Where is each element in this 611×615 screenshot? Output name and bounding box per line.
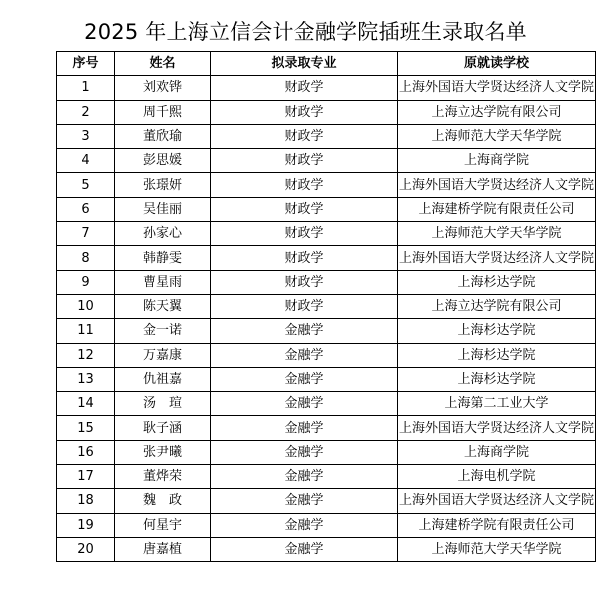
cell-serial-number: 1	[57, 76, 115, 100]
table-row	[57, 489, 596, 513]
cell-original-school: 上海商学院	[398, 149, 596, 173]
table-row	[57, 537, 596, 561]
cell-serial-number: 6	[57, 197, 115, 221]
cell-serial-number: 10	[57, 294, 115, 318]
cell-name: 吴佳丽	[115, 197, 211, 221]
cell-name: 周千熙	[115, 100, 211, 124]
table-row	[57, 76, 596, 100]
cell-admitted-major: 财政学	[211, 149, 398, 173]
cell-name: 汤 瑄	[115, 392, 211, 416]
cell-admitted-major: 金融学	[211, 465, 398, 489]
cell-original-school: 上海第二工业大学	[398, 392, 596, 416]
cell-serial-number: 3	[57, 124, 115, 148]
table-row	[57, 294, 596, 318]
cell-original-school: 上海立达学院有限公司	[398, 100, 596, 124]
cell-admitted-major: 财政学	[211, 294, 398, 318]
cell-admitted-major: 金融学	[211, 440, 398, 464]
cell-original-school: 上海师范大学天华学院	[398, 537, 596, 561]
cell-original-school: 上海电机学院	[398, 465, 596, 489]
cell-name: 孙家心	[115, 222, 211, 246]
cell-name: 耿子涵	[115, 416, 211, 440]
cell-admitted-major: 金融学	[211, 319, 398, 343]
cell-original-school: 上海师范大学天华学院	[398, 124, 596, 148]
table-row	[57, 124, 596, 148]
cell-serial-number: 9	[57, 270, 115, 294]
table-row	[57, 440, 596, 464]
cell-original-school: 上海师范大学天华学院	[398, 222, 596, 246]
table-header-row	[57, 52, 596, 76]
cell-serial-number: 5	[57, 173, 115, 197]
cell-original-school: 上海建桥学院有限责任公司	[398, 197, 596, 221]
cell-serial-number: 18	[57, 489, 115, 513]
table-row	[57, 270, 596, 294]
cell-admitted-major: 财政学	[211, 124, 398, 148]
cell-serial-number: 20	[57, 537, 115, 561]
cell-admitted-major: 财政学	[211, 173, 398, 197]
table-row	[57, 222, 596, 246]
cell-serial-number: 17	[57, 465, 115, 489]
table-row	[57, 149, 596, 173]
cell-original-school: 上海外国语大学贤达经济人文学院	[398, 76, 596, 100]
cell-serial-number: 16	[57, 440, 115, 464]
cell-serial-number: 7	[57, 222, 115, 246]
cell-admitted-major: 财政学	[211, 100, 398, 124]
cell-original-school: 上海杉达学院	[398, 270, 596, 294]
cell-original-school: 上海立达学院有限公司	[398, 294, 596, 318]
cell-admitted-major: 金融学	[211, 367, 398, 391]
table-row	[57, 343, 596, 367]
table-row	[57, 246, 596, 270]
header-admitted-major: 拟录取专业	[211, 52, 398, 76]
cell-name: 彭思媛	[115, 149, 211, 173]
table-row	[57, 392, 596, 416]
cell-admitted-major: 金融学	[211, 392, 398, 416]
cell-admitted-major: 财政学	[211, 197, 398, 221]
table-row	[57, 513, 596, 537]
cell-admitted-major: 金融学	[211, 416, 398, 440]
header-serial-number: 序号	[57, 52, 115, 76]
cell-admitted-major: 金融学	[211, 489, 398, 513]
cell-admitted-major: 财政学	[211, 270, 398, 294]
cell-admitted-major: 金融学	[211, 537, 398, 561]
table-row	[57, 173, 596, 197]
cell-original-school: 上海外国语大学贤达经济人文学院	[398, 173, 596, 197]
document-title: 2025 年上海立信会计金融学院插班生录取名单	[84, 20, 527, 44]
cell-original-school: 上海外国语大学贤达经济人文学院	[398, 416, 596, 440]
cell-name: 仇祖嘉	[115, 367, 211, 391]
cell-admitted-major: 金融学	[211, 513, 398, 537]
cell-name: 陈天翼	[115, 294, 211, 318]
cell-original-school: 上海外国语大学贤达经济人文学院	[398, 246, 596, 270]
cell-serial-number: 8	[57, 246, 115, 270]
cell-name: 万嘉康	[115, 343, 211, 367]
cell-name: 魏 政	[115, 489, 211, 513]
cell-name: 张尹曦	[115, 440, 211, 464]
cell-name: 韩静雯	[115, 246, 211, 270]
cell-original-school: 上海杉达学院	[398, 343, 596, 367]
header-original-school: 原就读学校	[398, 52, 596, 76]
cell-serial-number: 19	[57, 513, 115, 537]
cell-admitted-major: 财政学	[211, 246, 398, 270]
cell-serial-number: 12	[57, 343, 115, 367]
cell-original-school: 上海杉达学院	[398, 367, 596, 391]
table-row	[57, 197, 596, 221]
table-row	[57, 319, 596, 343]
cell-original-school: 上海商学院	[398, 440, 596, 464]
cell-original-school: 上海建桥学院有限责任公司	[398, 513, 596, 537]
admission-table	[56, 51, 596, 562]
cell-serial-number: 14	[57, 392, 115, 416]
cell-name: 刘欢铧	[115, 76, 211, 100]
cell-name: 何星宇	[115, 513, 211, 537]
cell-name: 董烨荣	[115, 465, 211, 489]
table-row	[57, 465, 596, 489]
table-row	[57, 100, 596, 124]
cell-name: 金一诺	[115, 319, 211, 343]
cell-admitted-major: 金融学	[211, 343, 398, 367]
cell-admitted-major: 财政学	[211, 222, 398, 246]
table-body	[57, 76, 596, 562]
cell-name: 董欣瑜	[115, 124, 211, 148]
cell-original-school: 上海外国语大学贤达经济人文学院	[398, 489, 596, 513]
cell-serial-number: 11	[57, 319, 115, 343]
table-row	[57, 367, 596, 391]
cell-original-school: 上海杉达学院	[398, 319, 596, 343]
cell-admitted-major: 财政学	[211, 76, 398, 100]
cell-name: 曹星雨	[115, 270, 211, 294]
cell-serial-number: 15	[57, 416, 115, 440]
cell-name: 张璟妍	[115, 173, 211, 197]
table-row	[57, 416, 596, 440]
cell-serial-number: 4	[57, 149, 115, 173]
header-name: 姓名	[115, 52, 211, 76]
cell-name: 唐嘉植	[115, 537, 211, 561]
cell-serial-number: 13	[57, 367, 115, 391]
cell-serial-number: 2	[57, 100, 115, 124]
